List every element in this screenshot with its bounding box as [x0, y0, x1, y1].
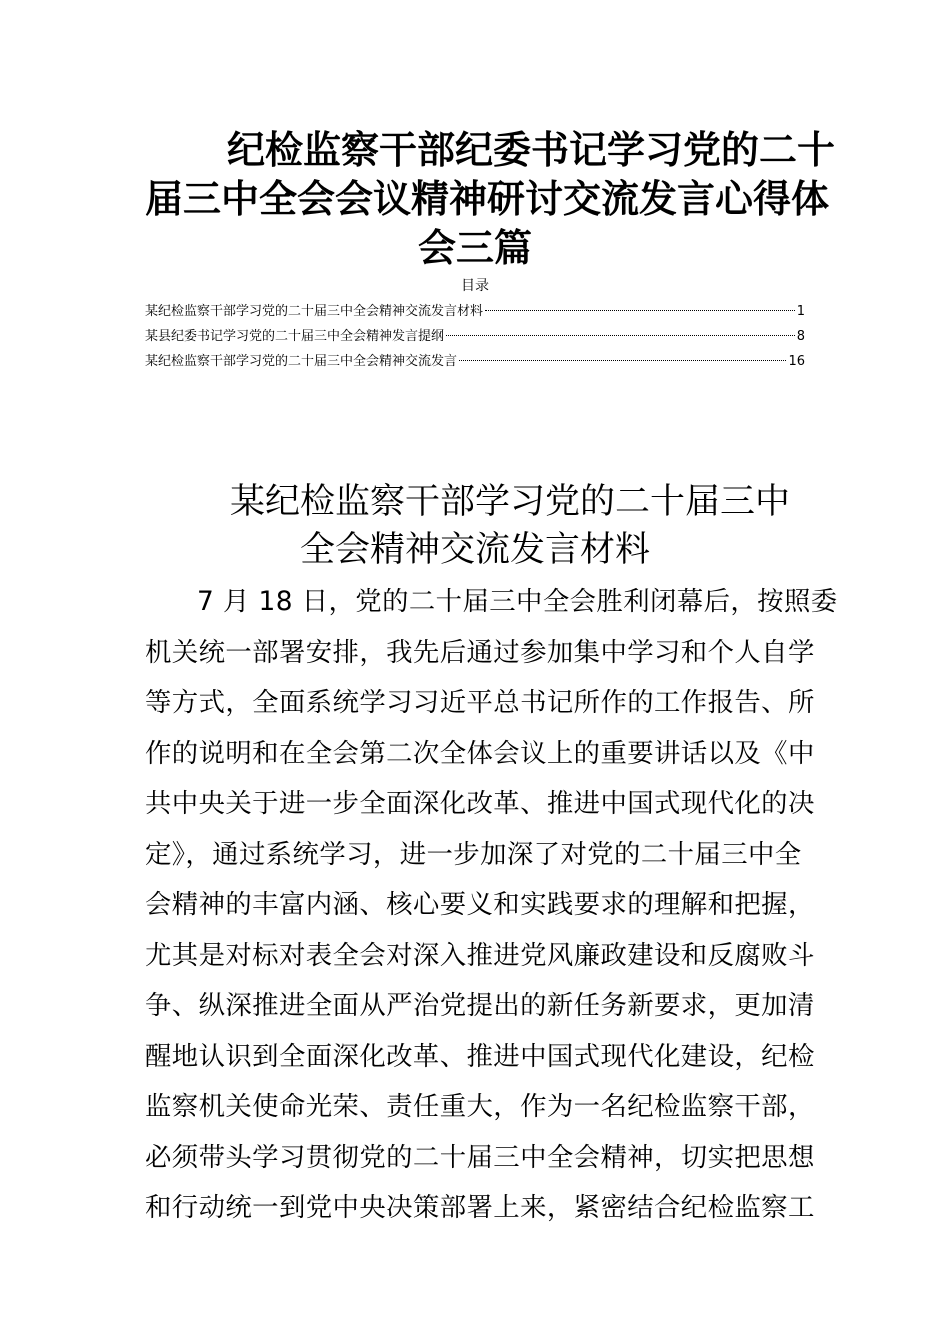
document-title-line: 届三中全会会议精神研讨交流发言心得体 — [145, 177, 830, 221]
body-text-line: 会精神的丰富内涵、核心要义和实践要求的理解和把握， — [145, 889, 815, 920]
body-text-line: 争、纵深推进全面从严治党提出的新任务新要求，更加清 — [145, 990, 815, 1021]
toc-entry[interactable] — [145, 352, 805, 377]
toc-entry-text: 某纪检监察干部学习党的二十届三中全会精神交流发言材料 — [145, 304, 484, 319]
toc-leader-dots — [459, 360, 786, 361]
toc-entry-page: 16 — [788, 354, 805, 369]
document-title — [145, 126, 836, 273]
body-text-line: 尤其是对标对表全会对深入推进党风廉政建设和反腐败斗 — [145, 939, 815, 971]
toc-entry-page: 1 — [796, 304, 805, 319]
toc-entry-text: 某县纪委书记学习党的二十届三中全会精神发言提纲 — [145, 329, 445, 344]
body-text-line: 定》，通过系统学习，进一步加深了对党的二十届三中全 — [145, 838, 802, 870]
section-title-line: 某纪检监察干部学习党的二十届三中 — [230, 482, 791, 522]
body-text-line: 监察机关使命光荣、责任重大，作为一名纪检监察干部， — [145, 1091, 815, 1122]
table-of-contents — [145, 302, 805, 377]
body-text-line: 作的说明和在全会第二次全体会议上的重要讲话以及《中 — [145, 737, 815, 769]
body-text-line: 必须带头学习贯彻党的二十届三中全会精神，切实把思想 — [145, 1141, 815, 1173]
document-title-line: 会三篇 — [417, 226, 532, 270]
section-body — [145, 577, 838, 1234]
toc-entry-text: 某纪检监察干部学习党的二十届三中全会精神交流发言 — [145, 354, 458, 369]
body-text-line: 和行动统一到党中央决策部署上来，紧密结合纪检监察工 — [145, 1192, 815, 1223]
body-text-line: 醒地认识到全面深化改革、推进中国式现代化建设，纪检 — [145, 1040, 815, 1072]
toc-entry[interactable] — [145, 327, 805, 352]
toc-heading: 目录 — [461, 278, 489, 294]
document-title-line: 纪检监察干部纪委书记学习党的二十 — [227, 128, 836, 172]
body-text-line: 7 月 18 日，党的二十届三中全会胜利闭幕后，按照委 — [197, 586, 838, 617]
section-title — [145, 478, 805, 574]
section-title-line: 全会精神交流发言材料 — [300, 530, 651, 570]
toc-entry[interactable] — [145, 302, 805, 327]
toc-entry-page: 8 — [796, 329, 805, 344]
body-text-line: 机关统一部署安排，我先后通过参加集中学习和个人自学 — [145, 636, 815, 668]
toc-leader-dots — [485, 310, 795, 311]
toc-leader-dots — [446, 335, 795, 336]
body-text-line: 共中央关于进一步全面深化改革、推进中国式现代化的决 — [145, 788, 815, 819]
body-text-line: 等方式，全面系统学习习近平总书记所作的工作报告、所 — [145, 687, 815, 718]
